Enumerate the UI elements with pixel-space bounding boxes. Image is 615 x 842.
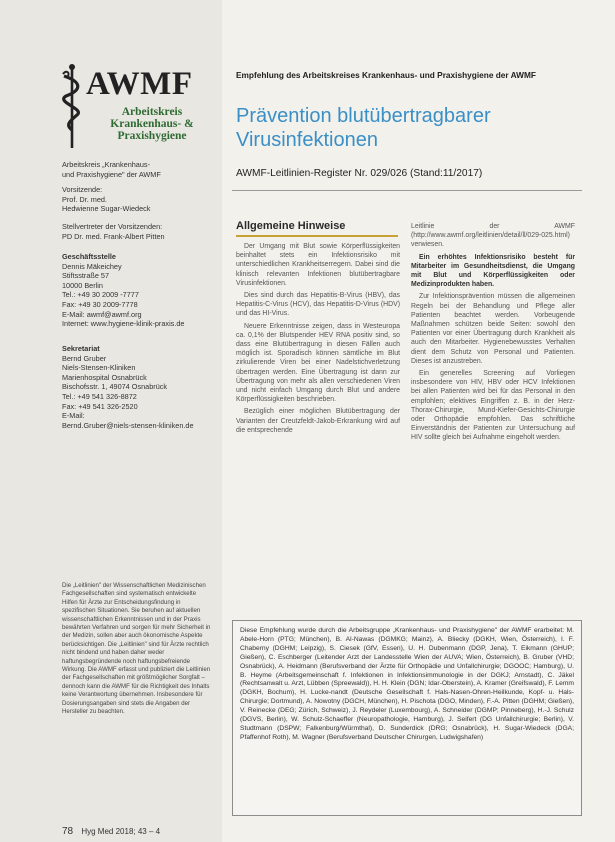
secretary-label: Sekretariat xyxy=(62,344,100,353)
logo-wordmark: AWMF xyxy=(86,66,193,102)
deputy-label: Stellvertreter der Vorsitzenden: xyxy=(62,222,163,231)
disclaimer-text: Die „Leitlinien" der Wissenschaftlichen Medizinischen Fachgesellschaften sind systematisch entwickelte Hilfen für Ärzte zur Entscheidungsfindung in spezifischen Situationen. Sie beruhen auf aktuellen wissenschaftlichen Erkenntnissen und in der Praxis bewährten Verfahren und sorgen für mehr Sicherheit in der Medizin, sollen aber auch ökonomische Aspekte berücksichtigen. Die „Leitlinien" sind für Ärzte rechtlich nicht bindend und haben daher weder haftungsbegründende noch haftungsbefreiende Wirkung. Die AWMF erfasst und publiziert die Leitlinien der Fachgesellschaften mit größtmöglicher Sorgfalt – dennoch kann die AWMF für die Richtigkeit des Inhalts keine Verantwortung übernehmen. Insbesondere für Dosierungsangaben sind stets die Angaben der Hersteller zu beachten. xyxy=(62,582,211,716)
page-title: Prävention blutübertragbarer Virusinfektionen xyxy=(236,105,491,151)
chair-label: Vorsitzende: xyxy=(62,185,103,194)
section-heading: Allgemeine Hinweise xyxy=(236,220,346,232)
chair-line: Hedwienne Sugar-Wiedeck xyxy=(62,204,151,214)
paragraph: Bezüglich einer möglichen Blutübertragung der Varianten der Creutzfeldt-Jakob-Erkrankung wird auf die entsprechende xyxy=(236,408,400,434)
office-website[interactable]: Internet: www.hygiene-klinik-praxis.de xyxy=(62,319,185,329)
secretary-line: Bischofsstr. 1, 49074 Osnabrück xyxy=(62,382,168,392)
sidebar-office xyxy=(62,252,222,329)
office-label: Geschäftsstelle xyxy=(62,252,116,261)
sidebar-deputy xyxy=(62,222,222,241)
org-line: Arbeitskreis „Krankenhaus- xyxy=(62,160,151,169)
paragraph: Ein generelles Screening auf Vorliegen insbesondere von HIV, HBV oder HCV Infektionen bei allen Patienten wird bei für das Personal in den empfohlen; elektives Eingriffen z. B. in der Herz-Thorax-Chirurgie, Mund-Kiefer-Gesichts-Chirurgie oder Orthopädie empfohlen. Das schriftliche Einverständnis der Patienten zur Untersuchung auf HIV sollte gleich bei Aufnahme eingeholt werden. xyxy=(411,370,575,442)
secretary-line: E-Mail: xyxy=(62,411,85,421)
deputy-line: PD Dr. med. Frank-Albert Pitten xyxy=(62,231,165,241)
authors-box: Diese Empfehlung wurde durch die Arbeitsgruppe „Krankenhaus- und Praxishygiene" der AWMF erarbeitet: M. Abele-Horn (PTG; München), B. Al-Nawas (DGMKG; Mainz), A. Bliecky (DGKH, Wien, Österreich), I. F. Chaberny (DGHM; Leipzig), S. Ciesek (GfV, Essen), U. H. Dubenmann (DGP, Jena), T. Eikmann (GHUP; Gießen), C. Eschberger (Leitender Arzt der Landesstelle Wien der AUVA; Wien, Österreich), B. Gruber (VHD; Osnabrück), A. Heidmann (Berufsverband der Ärzte für Orthopädie und Unfallchirurgie; DGOOC; Hamburg), U. B. Heyme (Arbeitsgemeinschaft f. Infektionen in Infektionsimmunologie in der DGKJ; Arnstadt), C. Jäkel (Rechtsanwalt u. Arzt, Lübben (Spreewald)), H. H. Klein (DGN; Idar-Oberstein), A. Kramer (Greifswald), F. Lemm (DGKH, Bochum), H. Lucke-nandt (Deutsche Gesellschaft f. Hals-Nasen-Ohren-Heilkunde, Kopf- u. Hals-Chirurgie; Dortmund), A. Nowotny (DGCH, München), H. Pischota (DGO, Minden), F.-A. Pitten (DGHM; Gießen), V. Reinecke (DEG; Zürich, Schweiz), J. Reydeler (Luxembourg), A. Schneider (DGMP; Pinneberg), H.-J. Schulz (DGVS, Berlin), W. Schulz-Schaeffer (Neuropathologie, Hamburg), J. Seifert (DG Unfallchirurgie; Berlin), V. Studtmann (DSPW; Falkenburg/Würmthal), D. Sunderdick (DRG; Osnabrück), H. Sugar-Wiedeck (DGA; Pfaffenhof Roth), M. Wagner (Berufsverband Deutscher Chirurgen, Ludwigshafen) xyxy=(232,620,582,816)
paragraph: Der Umgang mit Blut sowie Körperflüssigkeiten beinhaltet stets ein Infektionsrisiko mit unterschiedlichen Krankheitserregern. Dabei sind die klinisch relevanten Infektionen blutübertragbare Virusinfektionen. xyxy=(236,243,400,287)
logo-subtitle-line: Arbeitskreis xyxy=(121,106,183,118)
page-number: 78 xyxy=(62,826,74,837)
kicker: Empfehlung des Arbeitskreises Krankenhaus- und Praxishygiene der AWMF xyxy=(236,70,536,80)
office-line: 10000 Berlin xyxy=(62,280,103,290)
secretary-email[interactable]: Bernd.Gruber@niels-stensen-kliniken.de xyxy=(62,420,194,430)
section-underline xyxy=(236,235,398,237)
secretary-line: Niels-Stensen-Kliniken xyxy=(62,363,136,373)
sidebar-secretary xyxy=(62,344,222,430)
header-divider xyxy=(232,190,582,191)
text-column-1 xyxy=(236,242,400,438)
office-line: Dennis Mäkeichey xyxy=(62,261,122,271)
journal-citation: Hyg Med 2018; 43 – 4 xyxy=(81,827,161,836)
secretary-line: Bernd Gruber xyxy=(62,353,107,363)
page-footer xyxy=(62,826,160,837)
emphasis-paragraph: Ein erhöhtes Infektionsrisiko besteht für Mitarbeiter im Gesundheitsdienst, die Umgang mit Blut und Körperflüssigkeiten oder Medizinprodukten haben. xyxy=(411,253,575,289)
secretary-line: Tel.: +49 541 326-8872 xyxy=(62,391,137,401)
register-number: AWMF-Leitlinien-Register Nr. 029/026 (Stand:11/2017) xyxy=(236,168,483,179)
logo-subtitle xyxy=(90,106,214,142)
text-column-2 xyxy=(411,222,575,446)
sidebar-org xyxy=(62,160,222,179)
org-line: und Praxishygiene" der AWMF xyxy=(62,169,161,179)
office-email[interactable]: E-Mail: awmf@awmf.org xyxy=(62,309,142,319)
logo-subtitle-line: Praxishygiene xyxy=(117,130,187,142)
secretary-line: Fax: +49 541 326-2520 xyxy=(62,401,138,411)
secretary-line: Marienhospital Osnabrück xyxy=(62,372,147,382)
paragraph: Neuere Erkenntnisse zeigen, dass in Westeuropa ca. 0,1% der Blutspender HEV RNA positiv sind, so dass eine Blutübertragung in diesen Fällen auch möglich ist. Sporadisch können sämtliche im Blut zirkulierende Viren bei einer Nadelstichverletzung übertragen werden. Eine Übertragung ist dann zur Übertragung von mehr als allen verschiedenen Viren und nicht einfach Umgang durch Blut und andere Körperflüssigkeiten beschrieben. xyxy=(236,322,400,404)
chair-line: Prof. Dr. med. xyxy=(62,194,108,204)
paragraph: Leitlinie der AWMF (http://www.awmf.org/leitlinien/detail/ll/029-025.html) verwiesen. xyxy=(411,223,575,249)
office-line: Tel.: +49 30 2009 -7777 xyxy=(62,290,139,300)
paragraph: Dies sind durch das Hepatitis-B-Virus (HBV), das Hepatitis-C-Virus (HCV), das Hepatitis-D-Virus (HDV) und das HI-Virus. xyxy=(236,292,400,318)
office-line: Fax: +49 30 2009-7778 xyxy=(62,299,138,309)
paragraph: Zur Infektionsprävention müssen die allgemeinen Regeln bei der Behandlung und Pflege aller Patienten beachtet werden. Vorbeugende Maßnahmen schützen beide Seiten: sowohl den Patienten vor einer Übertragung durch Krankheit als auch den Mitarbeiter. Hygienebewusstes Verhalten dient dem Schutz von Personal und Patienten. Dieses ist anzustreben. xyxy=(411,293,575,365)
office-line: Stiftsstraße 57 xyxy=(62,271,110,281)
logo-subtitle-line: Krankenhaus- & xyxy=(110,118,194,130)
awmf-logo xyxy=(60,62,215,152)
sidebar-chair xyxy=(62,185,222,214)
